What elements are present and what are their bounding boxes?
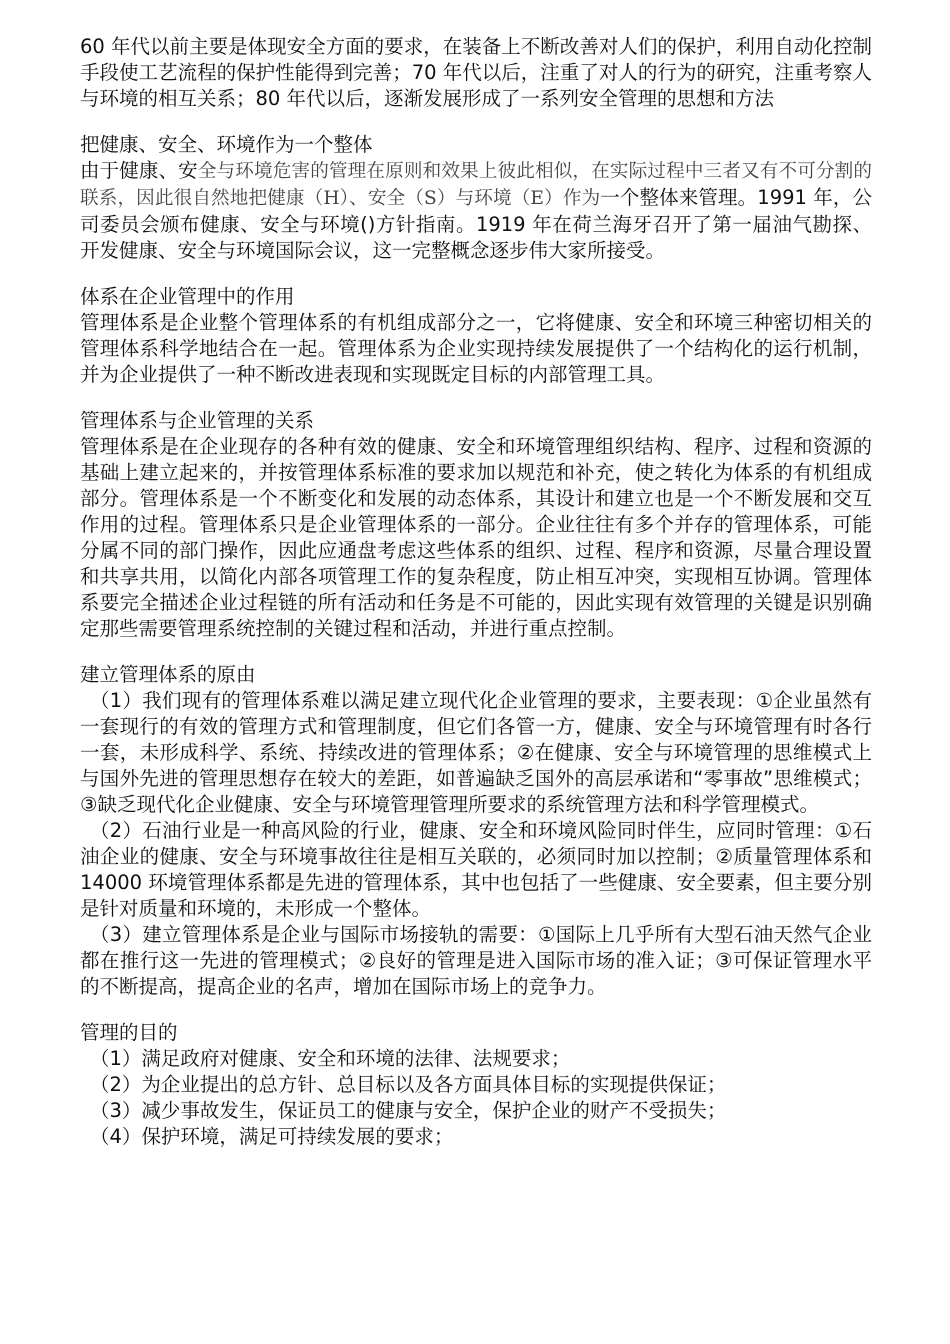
section-gap [80, 264, 872, 284]
purpose-item-2: （2）为企业提出的总方针、总目标以及各方面具体目标的实现提供保证； [90, 1073, 727, 1096]
body-prefix: 由于健康、安 [80, 159, 198, 182]
section-gap [80, 388, 872, 408]
section-body-relation: 管理体系是在企业现存的各种有效的健康、安全和环境管理组织结构、程序、过程和资源的基础上建立起来的，并按管理体系标准的要求加以规范和补充，使之转化为体系的有机组成部分。管理体系是一个不断变化和发展的动态体系，其设计和建立也是一个不断发展和交互作用的过程。管理体系只是企业管理体系的一部分。企业往往有多个并存的管理体系，可能分属不同的部门操作，因此应通盘考虑这些体系的组织、过程、程序和资源，尽量合理设置和共享共用，以简化内部各项管理工作的复杂程度，防止相互冲突，实现相互协调。管理体系要完全描述企业过程链的所有活动和任务是不可能的，因此实现有效管理的关键是识别确定那些需要管理系统控制的关键过程和活动，并进行重点控制。 [80, 435, 872, 640]
purpose-item-1: （1）满足政府对健康、安全和环境的法律、法规要求； [90, 1047, 571, 1070]
intro-paragraph: 60 年代以前主要是体现安全方面的要求，在装备上不断改善对人们的保护，利用自动化控制手段使工艺流程的保护性能得到完善；70 年代以后，注重了对人的行为的研究，注重考察人与环境的相互关系；80 年代以后，逐渐发展形成了一系列安全管理的思想和方法 [80, 35, 872, 110]
section-body-role: 管理体系是企业整个管理体系的有机组成部分之一，它将健康、安全和环境三种密切相关的管理体系科学地结合在一起。管理体系为企业实现持续发展提供了一个结构化的运行机制，并为企业提供了一种不断改进表现和实现既定目标的内部管理工具。 [80, 311, 872, 386]
purpose-item-3: （3）减少事故发生，保证员工的健康与安全，保护企业的财产不受损失； [90, 1099, 727, 1122]
reason-item-2: （2）石油行业是一种高风险的行业，健康、安全和环境风险同时伴生，应同时管理：①石油企业的健康、安全与环境事故往往是相互关联的，必须同时加以控制；②质量管理体系和 14000 环境管理体系都是先进的管理体系，其中也包括了一些健康、安全要素，但主要分别是针对质量和环境的，未形成一个整体。 [80, 819, 872, 920]
section-gap [80, 112, 872, 132]
section-gap [80, 642, 872, 662]
section-body-whole [80, 158, 872, 264]
reason-item-3: （3）建立管理体系是企业与国际市场接轨的需要：①国际上几乎所有大型石油天然气企业都在推行这一先进的管理模式；②良好的管理是进入国际市场的准入证；③可保证管理水平的不断提高，提高企业的名声，增加在国际市场上的竞争力。 [80, 923, 872, 998]
body-suffix: 一个整体来管理。1991 年，公司委员会颁布健康、安全与环境()方针指南。1919 年在荷兰海牙召开了第一届油气勘探、开发健康、安全与环境国际会议，这一完整概念逐步伟大家所接受。 [80, 186, 872, 262]
section-heading-role: 体系在企业管理中的作用 [80, 285, 295, 308]
section-heading-reasons: 建立管理体系的原由 [80, 663, 256, 686]
section-heading-purpose: 管理的目的 [80, 1021, 178, 1044]
section-heading-relation: 管理体系与企业管理的关系 [80, 409, 315, 432]
section-gap [80, 1000, 872, 1020]
reason-item-1: （1）我们现有的管理体系难以满足建立现代化企业管理的要求，主要表现：①企业虽然有一套现行的有效的管理方式和管理制度，但它们各管一方，健康、安全与环境管理有时各行一套，未形成科学、系统、持续改进的管理体系；②在健康、安全与环境管理的思维模式上与国外先进的管理思想存在较大的差距，如普遍缺乏国外的高层承诺和“零事故”思维模式；③缺乏现代化企业健康、安全与环境管理管理所要求的系统管理方法和科学管理模式。 [80, 689, 872, 816]
section-heading-whole: 把健康、安全、环境作为一个整体 [80, 133, 373, 156]
document-page [80, 34, 872, 1150]
body-serif-fragment: 全与环境危害的管理在原则和效果上彼此相似，在实际过程中三者又有不可分割的联系，因此很自然地把健康（H）、安全（S）与环境（E）作为 [80, 161, 872, 209]
purpose-item-4: （4）保护环境，满足可持续发展的要求； [90, 1125, 454, 1148]
